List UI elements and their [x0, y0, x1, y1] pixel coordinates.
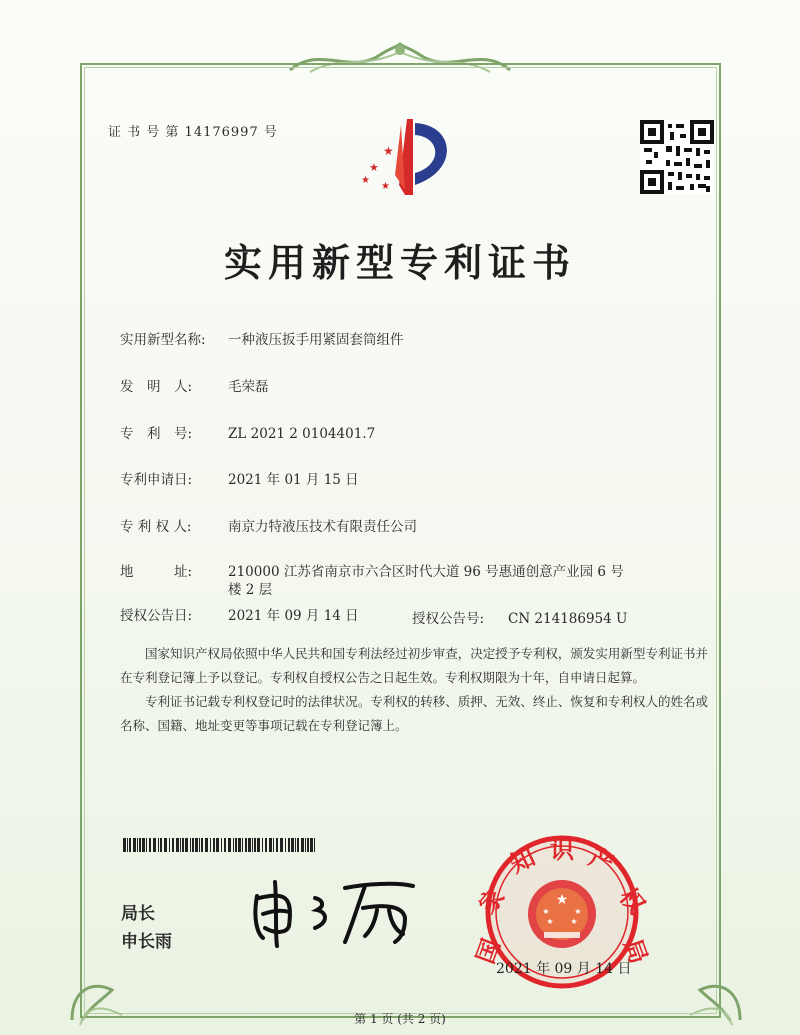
seal-char: 权	[613, 882, 651, 920]
field-value: 毛荣磊	[228, 379, 269, 395]
qr-code	[640, 120, 714, 194]
signatory-name: 申长雨	[121, 932, 172, 952]
field-label: 授权公告日:	[120, 608, 193, 624]
signatory-title: 局长	[121, 904, 155, 924]
field-label: 发 明 人:	[120, 379, 193, 395]
svg-text:★: ★	[381, 181, 390, 192]
field-label: 专 利 号:	[120, 426, 193, 442]
field-publication-number	[412, 607, 627, 627]
field-label: 地 址:	[120, 564, 193, 580]
field-utility-model-name	[120, 331, 404, 349]
body-paragraph: 专利证书记载专利权登记时的法律状况。专利权的转移、质押、无效、终止、恢复和专利权人的姓名或名称、国籍、地址变更等事项记载在专利登记簿上。	[120, 694, 708, 733]
field-value: 南京力特液压技术有限责任公司	[228, 519, 417, 535]
svg-text:★: ★	[369, 161, 379, 174]
seal-char: 识	[550, 836, 574, 864]
certificate-body	[120, 642, 708, 738]
certificate-number-value: 14176997	[184, 125, 259, 140]
certificate-title: 实用新型专利证书	[223, 241, 576, 285]
field-application-date	[120, 471, 359, 489]
svg-text:★: ★	[570, 917, 578, 926]
seal-char: 知	[505, 842, 540, 879]
seal-char: 产	[584, 842, 619, 879]
field-label: 专利申请日:	[120, 472, 193, 488]
field-patent-number	[120, 425, 375, 443]
svg-text:★: ★	[383, 144, 394, 158]
seal-char: 局	[618, 935, 653, 968]
handwritten-signature	[245, 878, 425, 948]
field-value: 2021 年 01 月 15 日	[228, 472, 359, 488]
field-label: 授权公告号:	[412, 611, 485, 627]
field-grant-date	[120, 607, 359, 625]
certificate-number	[108, 121, 278, 140]
barcode	[123, 838, 319, 852]
seal-char: 家	[473, 882, 511, 920]
field-address	[120, 563, 628, 599]
svg-text:★: ★	[542, 907, 550, 916]
patent-office-logo-icon	[355, 115, 455, 200]
certificate-number-suffix: 号	[263, 125, 278, 140]
field-value: 210000 江苏省南京市六合区时代大道 96 号惠通创意产业园 6 号楼 2 层	[228, 564, 624, 598]
field-value: CN 214186954 U	[508, 611, 628, 627]
field-label: 专 利 权 人:	[120, 519, 192, 535]
field-value: ZL 2021 2 0104401.7	[228, 426, 376, 442]
svg-text:★: ★	[361, 175, 370, 186]
certificate-number-label: 证 书 号 第	[108, 125, 180, 140]
field-patentee	[120, 518, 417, 536]
svg-text:★: ★	[555, 892, 569, 908]
field-inventor	[120, 378, 269, 396]
field-value: 一种液压扳手用紧固套筒组件	[228, 332, 404, 348]
field-value: 2021 年 09 月 14 日	[228, 608, 359, 624]
svg-text:★: ★	[574, 907, 582, 916]
seal-char: 国	[471, 935, 506, 968]
field-label: 实用新型名称:	[120, 332, 206, 348]
svg-text:★: ★	[546, 917, 554, 926]
seal-date: 2021 年 09 月 14 日	[496, 961, 632, 977]
signatory	[121, 900, 172, 956]
page-number: 第 1 页 (共 2 页)	[354, 1012, 446, 1026]
body-paragraph: 国家知识产权局依照中华人民共和国专利法经过初步审查，决定授予专利权，颁发实用新型专利证书并在专利登记簿上予以登记。专利权自授权公告之日起生效。专利权期限为十年，自申请日起算。	[120, 646, 708, 685]
